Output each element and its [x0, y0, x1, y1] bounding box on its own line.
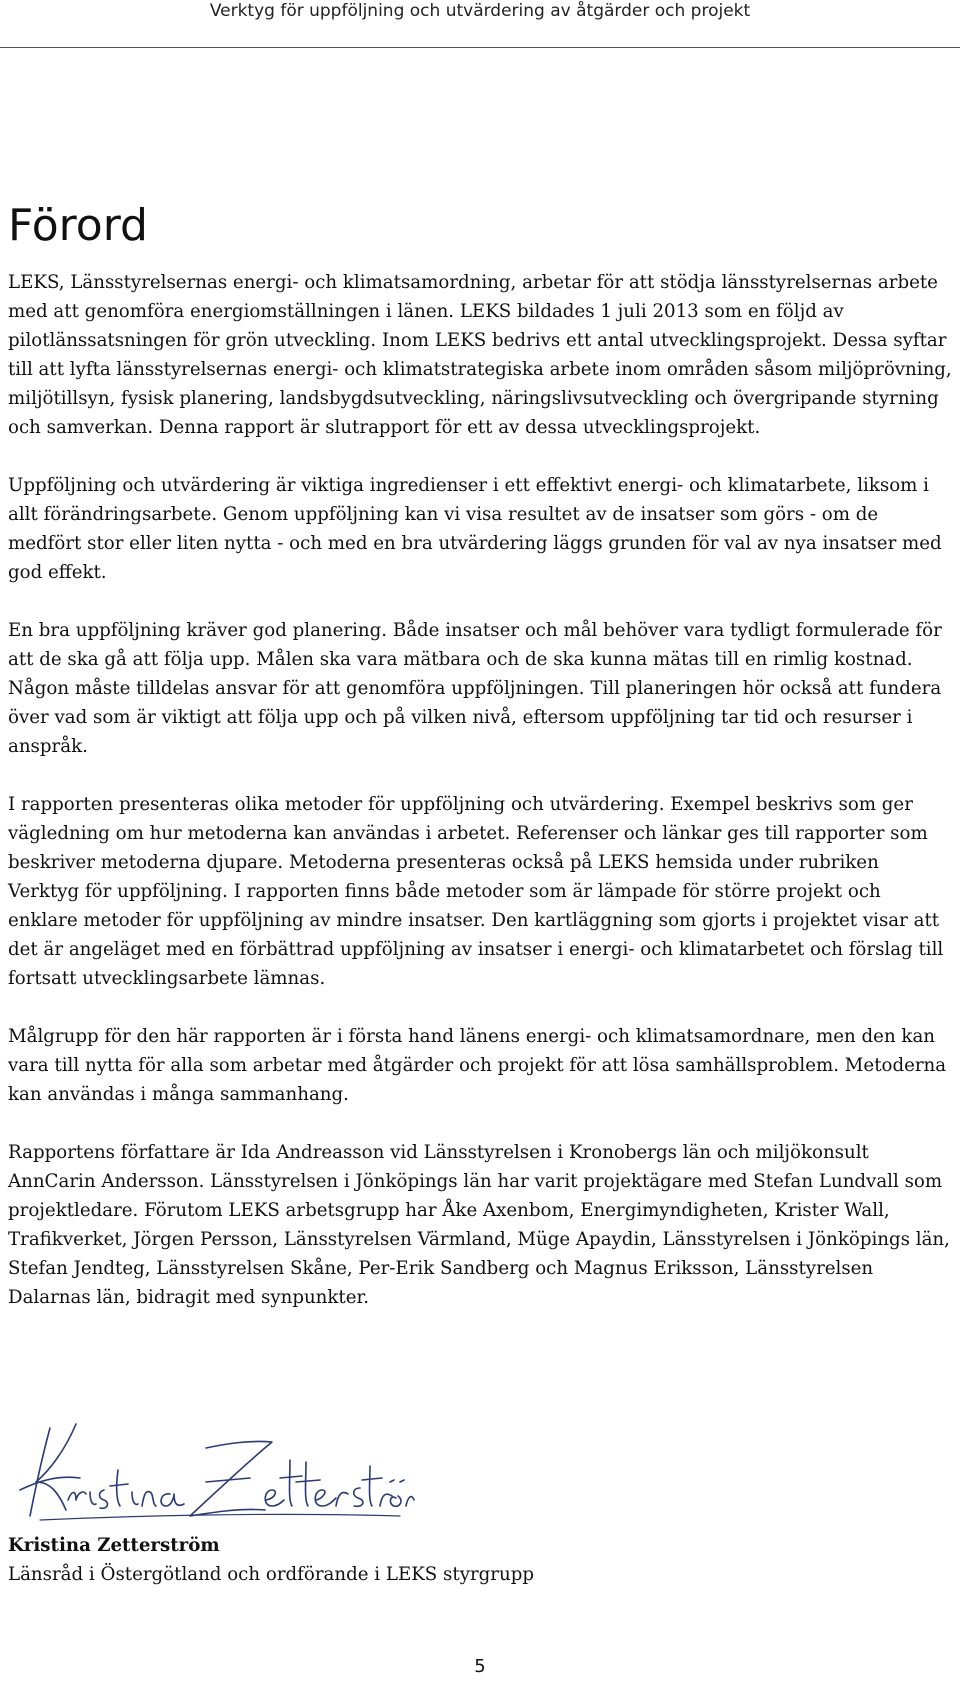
- paragraph: I rapporten presenteras olika metoder för uppföljning och utvärdering. Exempel beskrivs som ger vägledning om hur metoderna kan användas i arbetet. Referenser och länkar ges till rapporter som beskriver metoderna djupare. Metoderna presenteras också på LEKS hemsida under rubriken Verktyg för uppföljning. I rapporten finns både metoder som är lämpade för större projekt och enklare metoder för uppföljning av mindre insatser. Den kartläggning som gjorts i projektet visar att det är angeläget med en förbättrad uppföljning av insatser i energi- och klimatarbetet och förslag till fortsatt utvecklingsarbete lämnas.: [8, 794, 944, 989]
- paragraph: En bra uppföljning kräver god planering. Både insatser och mål behöver vara tydligt formulerade för att de ska gå att följa upp. Målen ska vara mätbara och de ska kunna mätas till en rimlig kostnad. Någon måste tilldelas ansvar för att genomföra uppföljningen. Till planeringen hör också att fundera över vad som är viktigt att följa upp och på vilken nivå, eftersom uppföljning tar tid och resurser i anspråk.: [8, 620, 942, 757]
- paragraph: Uppföljning och utvärdering är viktiga ingredienser i ett effektivt energi- och klimatarbete, liksom i allt förändringsarbete. Genom uppföljning kan vi visa resultet av de insatser som görs - om de medfört stor eller liten nytta - och med en bra utvärdering läggs grunden för val av nya insatser med god effekt.: [8, 475, 942, 583]
- signer-name: Kristina Zetterström: [8, 1535, 220, 1556]
- page-number: 5: [474, 1656, 486, 1677]
- signer-role: Länsråd i Östergötland och ordförande i LEKS styrgrupp: [8, 1564, 534, 1585]
- header-divider: [0, 47, 960, 48]
- paragraph: Målgrupp för den här rapporten är i första hand länens energi- och klimatsamordnare, men den kan vara till nytta för alla som arbetar med åtgärder och projekt för att lösa samhällsproblem. Metoderna kan användas i många sammanhang.: [8, 1026, 947, 1105]
- paragraph: LEKS, Länsstyrelsernas energi- och klimatsamordning, arbetar för att stödja länsstyrelsernas arbete med att genomföra energiomställningen i länen. LEKS bildades 1 juli 2013 som en följd av pilotlänssatsningen för grön utveckling. Inom LEKS bedrivs ett antal utvecklingsprojekt. Dessa syftar till att lyfta länsstyrelsernas energi- och klimatstrategiska arbete inom områden såsom miljöprövning, miljötillsyn, fysisk planering, landsbygdsutveckling, näringslivsutveckling och övergripande styrning och samverkan. Denna rapport är slutrapport för ett av dessa utvecklingsprojekt.: [8, 272, 952, 438]
- running-header: Verktyg för uppföljning och utvärdering av åtgärder och projekt: [209, 1, 751, 21]
- handwritten-signature: [10, 1420, 415, 1525]
- body-text: [8, 268, 952, 1341]
- page-title: Förord: [8, 200, 148, 251]
- paragraph: Rapportens författare är Ida Andreasson vid Länsstyrelsen i Kronobergs län och miljökonsult AnnCarin Andersson. Länsstyrelsen i Jönköpings län har varit projektägare med Stefan Lundvall som projektledare. Förutom LEKS arbetsgrupp har Åke Axenbom, Energimyndigheten, Krister Wall, Trafikverket, Jörgen Persson, Länsstyrelsen Värmland, Müge Apaydin, Länsstyrelsen i Jönköpings län, Stefan Jendteg, Länsstyrelsen Skåne, Per-Erik Sandberg och Magnus Eriksson, Länsstyrelsen Dalarnas län, bidragit med synpunkter.: [8, 1142, 950, 1308]
